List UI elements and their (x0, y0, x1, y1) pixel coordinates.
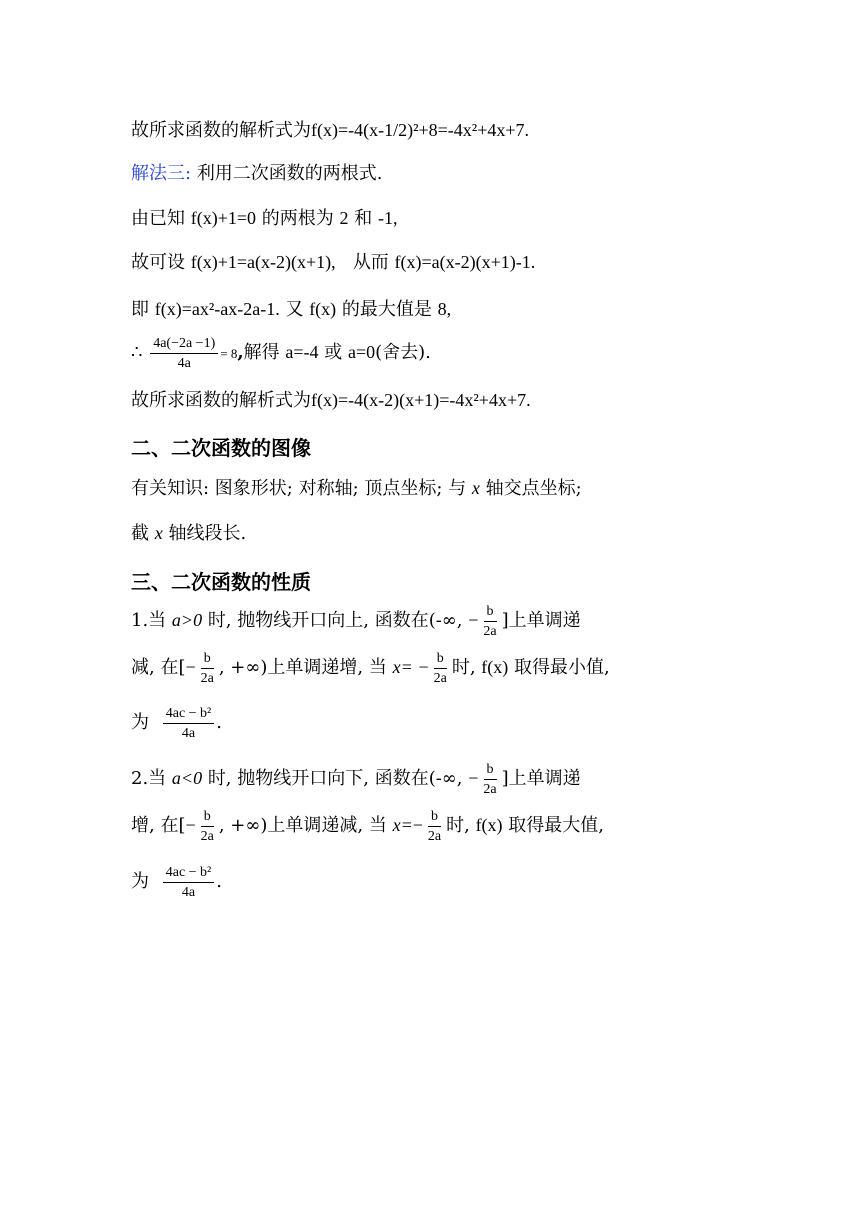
numerator: 4ac − b² (163, 864, 215, 883)
numerator: b (434, 650, 447, 669)
denominator: 2a (427, 828, 442, 844)
text: , (237, 342, 244, 363)
text: 为 (131, 871, 149, 892)
text: 的最大值是 (341, 299, 432, 320)
text: 轴线段长. (168, 523, 247, 544)
minus-sign: − (418, 657, 429, 677)
expand-line (131, 298, 451, 321)
text: ]上单调递 (501, 768, 581, 789)
text: 时, 抛物线开口向上, 函数在(-∞, (207, 610, 463, 631)
knowledge-line (131, 477, 582, 500)
text: 增, 在[ (131, 815, 186, 836)
text: 即 (131, 299, 149, 320)
text: 的两根为 (261, 208, 334, 229)
numerator: 4a(−2a −1) (150, 335, 218, 354)
minus-sign: − (468, 610, 479, 630)
fraction (198, 650, 217, 687)
fraction (480, 603, 499, 640)
text: 或 (324, 342, 343, 363)
denominator: 4a (177, 355, 191, 371)
denominator: 2a (433, 670, 447, 686)
minus-sign: − (412, 815, 423, 835)
property-1-line-2 (131, 647, 610, 688)
variable: x= (392, 815, 413, 835)
property-1-line-3 (131, 703, 222, 743)
equation: = 8 (220, 346, 238, 361)
fraction (480, 761, 499, 798)
solve-line (131, 332, 431, 374)
text: (舍去). (375, 342, 431, 363)
numerator: b (428, 808, 441, 827)
knowledge-line (131, 522, 246, 545)
solution-result-line-2 (131, 389, 531, 412)
property-1-line-1 (131, 600, 581, 641)
equation: f(x)+1=a(x-2)(x+1), (190, 252, 336, 272)
section-heading: 三、二次函数的性质 (131, 570, 311, 594)
solution: a=0 (347, 342, 376, 362)
section-heading: 二、二次函数的图像 (131, 436, 311, 460)
numerator: b (201, 808, 214, 827)
variable: x= (392, 657, 413, 677)
equation: f(x)+1=0 (190, 208, 257, 228)
text: 故可设 (131, 252, 185, 273)
numerator: 4ac − b² (163, 705, 215, 724)
denominator: 2a (483, 781, 497, 797)
property-2-line-1 (131, 758, 581, 799)
text: 减, 在[ (131, 657, 186, 678)
fraction (163, 864, 215, 901)
text: 从而 (352, 252, 389, 273)
variable: x (471, 478, 480, 498)
minus-sign: − (185, 815, 196, 835)
equation: f(x)=ax²-ax-2a-1. (154, 299, 280, 319)
function: f(x) (309, 299, 337, 319)
text: 故所求函数的解析式为 (131, 120, 311, 141)
minus-sign: − (468, 768, 479, 788)
text: 时, 抛物线开口向下, 函数在(-∞, (207, 768, 463, 789)
text: 取得最小值, (514, 657, 610, 678)
fraction (431, 650, 450, 687)
denominator: 4a (181, 884, 196, 900)
text: 故所求函数的解析式为 (131, 390, 311, 411)
text: , +∞)上单调递减, 当 (218, 815, 387, 836)
text: 轴交点坐标; (485, 478, 582, 499)
text: 取得最大值, (508, 815, 605, 836)
text: 又 (285, 299, 304, 320)
method-three-line (131, 163, 383, 185)
solution-result-line-1 (131, 119, 529, 142)
condition: a>0 (171, 610, 203, 630)
solution: a=-4 (285, 342, 319, 362)
property-2-line-2 (131, 805, 604, 846)
condition: a<0 (171, 768, 203, 788)
text: ]上单调递 (501, 610, 581, 631)
fraction (150, 335, 218, 372)
denominator: 2a (200, 670, 214, 686)
text: 和 (354, 208, 373, 229)
text: . (216, 712, 222, 733)
equation: f(x)=a(x-2)(x+1)-1. (394, 252, 536, 272)
text: 时, (446, 815, 470, 836)
formula: f(x)=-4(x-1/2)²+8=-4x²+4x+7. (311, 120, 530, 140)
fraction (163, 705, 215, 742)
text: 2.当 (131, 768, 167, 789)
numerator: b (201, 650, 214, 669)
fraction (425, 808, 444, 845)
denominator: 2a (200, 828, 214, 844)
formula: f(x)=-4(x-2)(x+1)=-4x²+4x+7. (311, 390, 531, 410)
variable: x (154, 523, 163, 543)
denominator: 2a (483, 623, 497, 639)
value: 8, (437, 299, 452, 319)
text: 利用二次函数的两根式. (196, 163, 383, 184)
method-label: 解法三: (131, 163, 192, 184)
text: 时, (451, 657, 476, 678)
text: 为 (131, 712, 149, 733)
text: . (216, 871, 222, 892)
text: 由已知 (131, 208, 185, 229)
text: 截 (131, 523, 149, 544)
numerator: b (484, 761, 497, 780)
text: 解得 (243, 342, 280, 363)
root: -1, (377, 208, 398, 228)
function: f(x) (481, 657, 509, 677)
text: , +∞)上单调递增, 当 (218, 657, 387, 678)
numerator: b (484, 603, 497, 622)
therefore-symbol: ∴ (131, 342, 143, 363)
roots-line (131, 207, 397, 230)
text: 有关知识: 图象形状; 对称轴; 顶点坐标; 与 (131, 478, 467, 499)
minus-sign: − (185, 657, 196, 677)
function: f(x) (475, 815, 503, 835)
property-2-line-3 (131, 862, 222, 902)
text: 1.当 (131, 610, 167, 631)
denominator: 4a (181, 725, 196, 741)
assume-line (131, 251, 535, 274)
fraction (198, 808, 217, 845)
root: 2 (339, 208, 349, 228)
